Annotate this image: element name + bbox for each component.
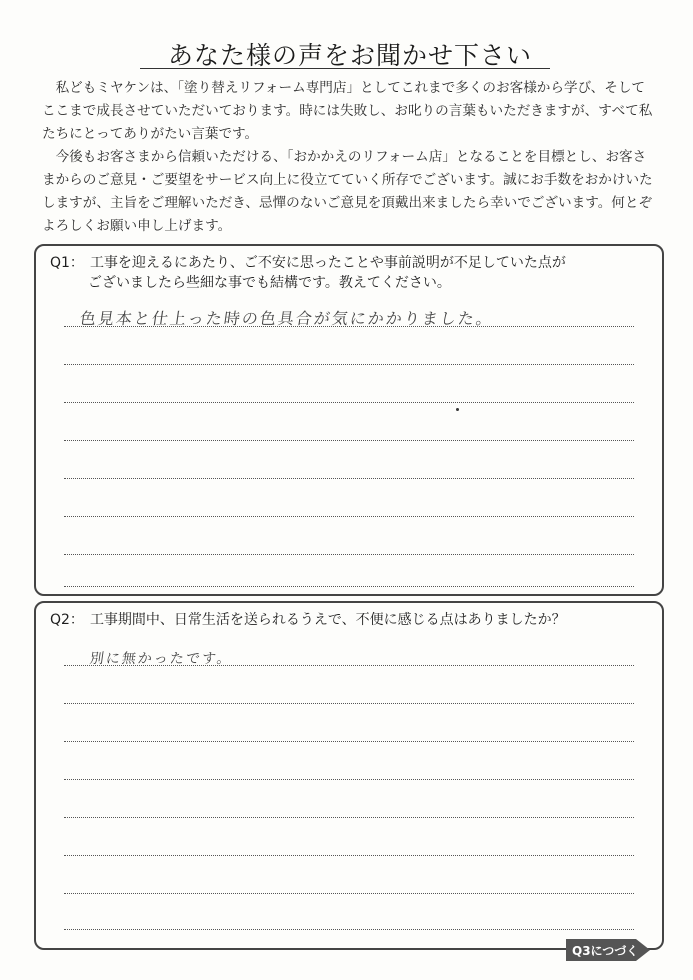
- q2-answer-line: [64, 741, 634, 742]
- page-title: あなた様の声をお聞かせ下さい: [167, 41, 532, 70]
- continue-to-q3-tag: [566, 939, 650, 961]
- q1-answer-box: [34, 244, 664, 596]
- q2-answer-line: [64, 665, 634, 666]
- q2-answer-line: [64, 929, 634, 930]
- q2-label: Q2：: [50, 612, 84, 628]
- intro-text: [42, 77, 657, 238]
- q1-label: Q1：: [50, 255, 84, 271]
- q2-answer-line: [64, 779, 634, 780]
- intro-paragraph-2: 今後もお客さまから信頼いただける、「おかかえのリフォーム店」となることを目標とし、お客さまからのご意見・ご要望をサービス向上に役立てていく所存でございます。誠にお手数をおかけいたしますが、主旨をご理解いただき、忌憚のないご意見を頂戴出来ましたら幸いでございます。何とぞよろしくお願い申し上げます。: [42, 149, 653, 234]
- continue-label: Q3につづく: [572, 944, 639, 958]
- q1-handwritten-answer: 色見本と仕上った時の色具合が気にかかりました。: [78, 309, 496, 328]
- q1-answer-line: [64, 516, 634, 517]
- q2-answer-line: [64, 703, 634, 704]
- q2-answer-line: [64, 855, 634, 856]
- q2-handwritten-answer: 別に無かったです。: [88, 651, 234, 667]
- q1-question: [50, 253, 650, 293]
- q1-question-line2: ございましたら些細な事でも結構です。教えてください。: [88, 275, 451, 291]
- q1-question-line1: 工事を迎えるにあたり、ご不安に思ったことや事前説明が不足していた点が: [89, 255, 566, 271]
- q1-answer-line: [64, 586, 634, 587]
- title-underline: [140, 68, 550, 69]
- q2-answer-box: [34, 601, 664, 950]
- q2-answer-line: [64, 893, 634, 894]
- q1-answer-line: [64, 554, 634, 555]
- intro-paragraph-1: 私どもミヤケンは、「塗り替えリフォーム専門店」としてこれまで多くのお客様から学び、そしてここまで成長させていただいております。時には失敗し、お叱りの言葉もいただきますが、すべて私たちにとってありがたい言葉です。: [42, 80, 653, 142]
- q2-answer-line: [64, 817, 634, 818]
- q2-question-text: 工事期間中、日常生活を送られるうえで、不便に感じる点はありましたか？: [89, 612, 566, 628]
- q1-answer-line: [64, 402, 634, 403]
- q1-answer-line: [64, 326, 634, 327]
- q1-answer-line: [64, 440, 634, 441]
- q1-answer-line: [64, 478, 634, 479]
- q1-answer-line: [64, 364, 634, 365]
- ink-speck: [456, 408, 459, 411]
- q2-question: [50, 610, 650, 630]
